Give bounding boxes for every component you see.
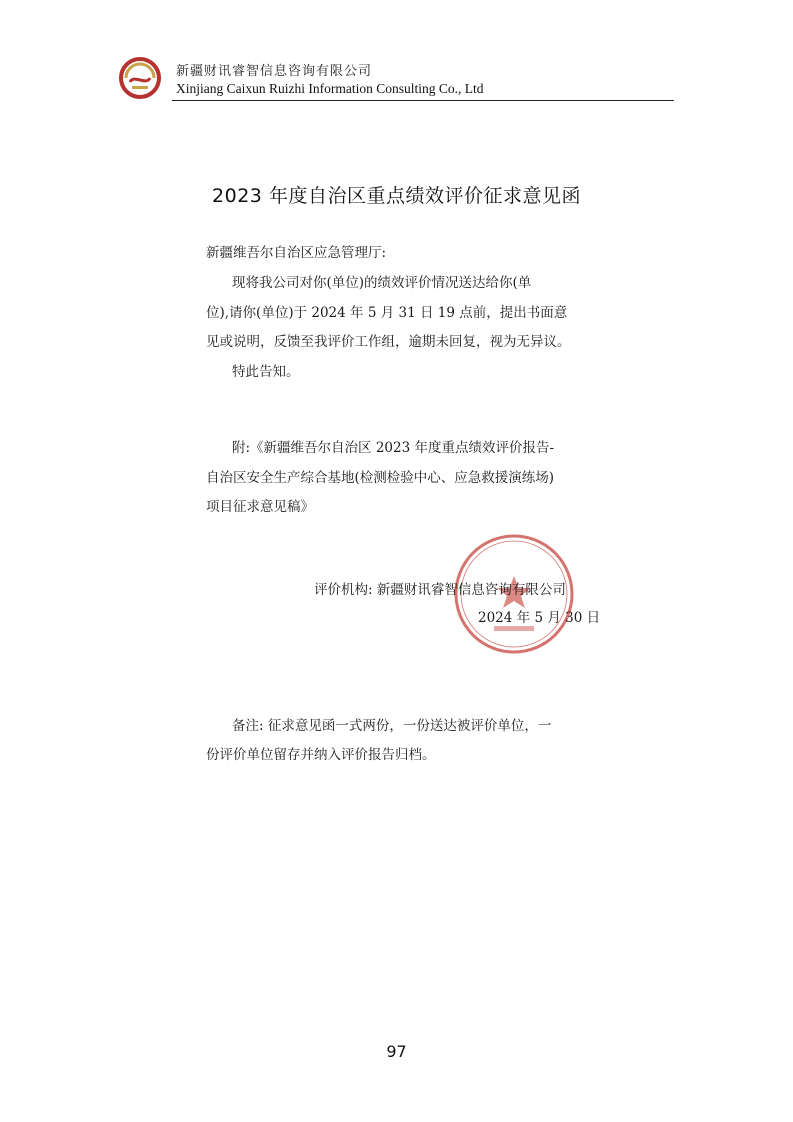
letter-date: 2024 年 5 月 30 日: [478, 610, 601, 626]
note-line: 份评价单位留存并纳入评价报告归档。: [206, 747, 436, 763]
company-logo-icon: [118, 56, 162, 100]
attachment-line: 自治区安全生产综合基地(检测检验中心、应急救援演练场): [206, 470, 555, 486]
letterhead: [118, 54, 674, 102]
body-line: 见或说明，反馈至我评价工作组，逾期未回复，视为无异议。: [206, 334, 571, 350]
body-line: 位),请你(单位)于 2024 年 5 月 31 日 19 点前，提出书面意: [206, 305, 568, 321]
attachment-line: 项目征求意见稿》: [206, 499, 314, 515]
company-name-cn: 新疆财讯睿智信息咨询有限公司: [176, 64, 373, 79]
evaluation-organization: 评价机构: 新疆财讯睿智信息咨询有限公司: [314, 582, 566, 598]
salutation: 新疆维吾尔自治区应急管理厅:: [206, 245, 387, 261]
body-line: 现将我公司对你(单位)的绩效评价情况送达给你(单: [232, 275, 532, 291]
header-divider: [172, 100, 674, 101]
attachment-line: 附:《新疆维吾尔自治区 2023 年度重点绩效评价报告-: [232, 440, 555, 456]
note-line: 备注: 征求意见函一式两份，一份送达被评价单位，一: [232, 718, 552, 734]
company-name-en: Xinjiang Caixun Ruizhi Information Consulting Co., Ltd: [176, 81, 484, 96]
page-number: 97: [386, 1042, 407, 1061]
closing-line: 特此告知。: [232, 364, 300, 380]
letter-title: 2023 年度自治区重点绩效评价征求意见函: [212, 185, 581, 207]
